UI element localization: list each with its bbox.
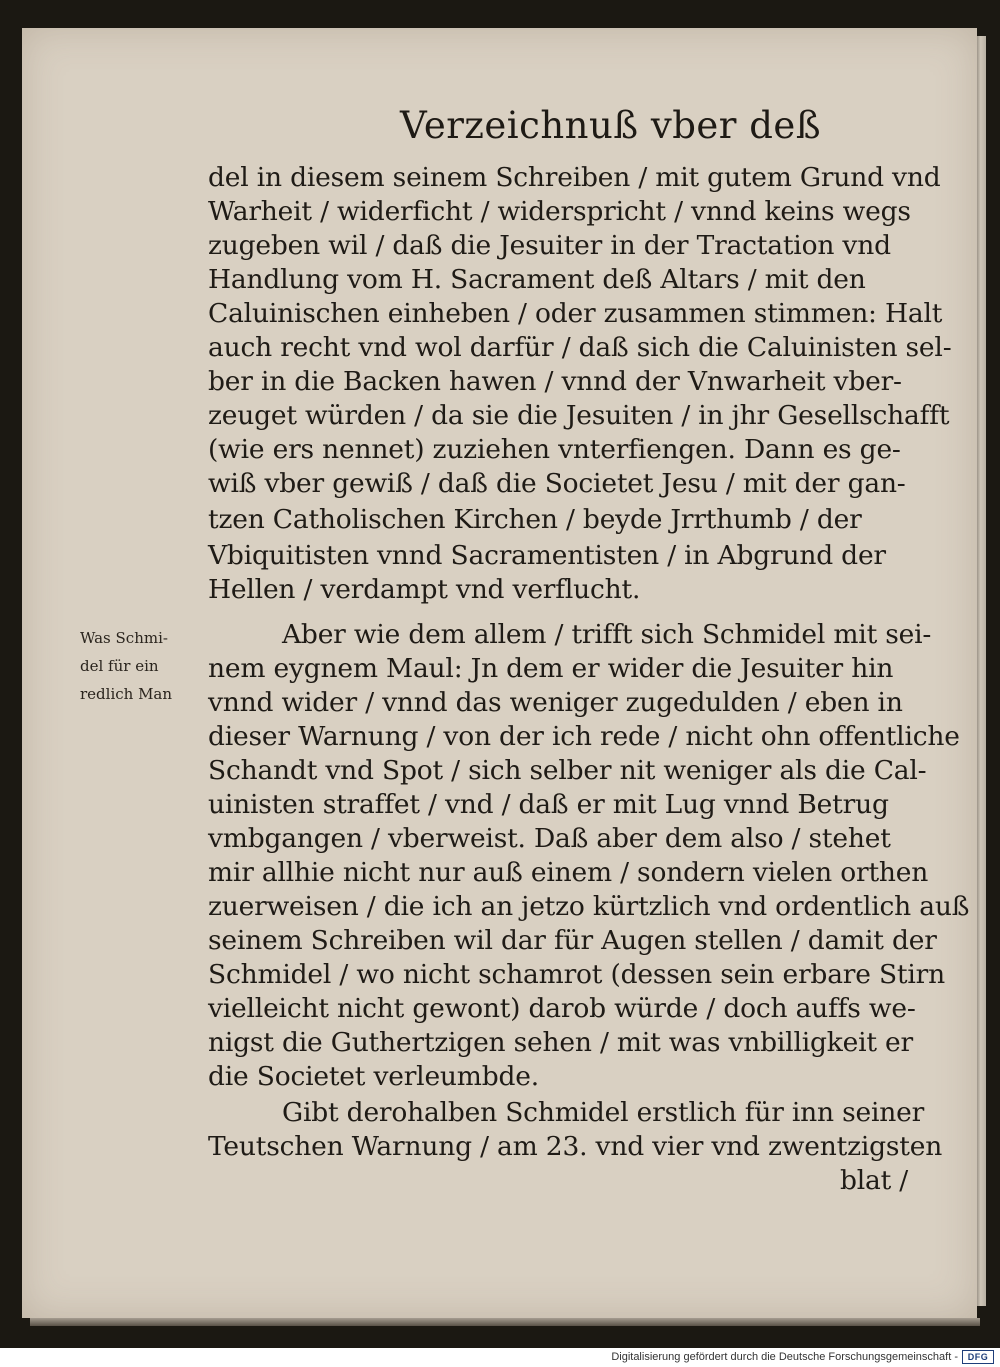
text-line: die Societet verleumbde. <box>208 1061 539 1092</box>
text-line: Vbiquitisten vnnd Sacramentisten / in Abgrund der <box>208 540 886 571</box>
text-line: zeuget würden / da sie die Jesuiten / in jhr Gesellschafft <box>208 400 950 431</box>
page-edge-bottom <box>30 1318 980 1326</box>
text-line: zuerweisen / die ich an jetzo kürtzlich vnd ordentlich auß <box>208 891 970 922</box>
margin-note-line: redlich Man <box>80 685 173 703</box>
text-line: del in diesem seinem Schreiben / mit gutem Grund vnd <box>208 162 941 193</box>
margin-note-line: del für ein <box>80 657 159 675</box>
text-line: mir allhie nicht nur auß einem / sondern vielen orthen <box>208 857 929 888</box>
text-line: Warheit / widerficht / widerspricht / vnnd keins wegs <box>208 196 911 227</box>
running-head: Verzeichnuß vber deß <box>400 104 822 147</box>
dfg-logo: DFG <box>962 1350 994 1364</box>
text-line: zugeben wil / daß die Jesuiter in der Tractation vnd <box>208 230 891 261</box>
text-line: Handlung vom H. Sacrament deß Altars / mit den <box>208 264 866 295</box>
text-line: vnnd wider / vnnd das weniger zugedulden / eben in <box>208 687 903 718</box>
text-line: Teutschen Warnung / am 23. vnd vier vnd zwentzigsten <box>208 1131 943 1162</box>
text-line: Caluinischen einheben / oder zusammen stimmen: Halt <box>208 298 943 329</box>
text-line: dieser Warnung / von der ich rede / nicht ohn offentliche <box>208 721 960 752</box>
text-line: blat / <box>840 1165 909 1196</box>
text-line: Schmidel / wo nicht schamrot (dessen sein erbare Stirn <box>208 959 945 990</box>
text-line: (wie ers nennet) zuziehen vnterfiengen. Dann es ge- <box>208 434 901 465</box>
text-line: Hellen / verdampt vnd verflucht. <box>208 574 641 605</box>
text-line: vmbgangen / vberweist. Daß aber dem also / stehet <box>208 823 891 854</box>
text-line: wiß vber gewiß / daß die Societet Jesu / mit der gan- <box>208 468 906 499</box>
text-line: nigst die Guthertzigen sehen / mit was vnbilligkeit er <box>208 1027 914 1058</box>
text-line: Schandt vnd Spot / sich selber nit weniger als die Cal- <box>208 755 927 786</box>
text-line: vielleicht nicht gewont) darob würde / doch auffs we- <box>208 993 916 1024</box>
margin-note-line: Was Schmi- <box>80 629 168 647</box>
digitization-notice: Digitalisierung gefördert durch die Deutsche Forschungsgemeinschaft - <box>611 1351 958 1363</box>
text-line: tzen Catholischen Kirchen / beyde Jrrthumb / der <box>208 504 862 535</box>
text-line: Gibt derohalben Schmidel erstlich für inn seiner <box>282 1097 925 1128</box>
text-line: auch recht vnd wol darfür / daß sich die Caluinisten sel- <box>208 332 952 363</box>
text-line: ber in die Backen hawen / vnnd der Vnwarheit vber- <box>208 366 902 397</box>
text-line: nem eygnem Maul: Jn dem er wider die Jesuiter hin <box>208 653 894 684</box>
text-line: Aber wie dem allem / trifft sich Schmidel mit sei- <box>282 619 932 650</box>
text-line: seinem Schreiben wil dar für Augen stellen / damit der <box>208 925 937 956</box>
text-line: uinisten straffet / vnd / daß er mit Lug vnnd Betrug <box>208 789 889 820</box>
